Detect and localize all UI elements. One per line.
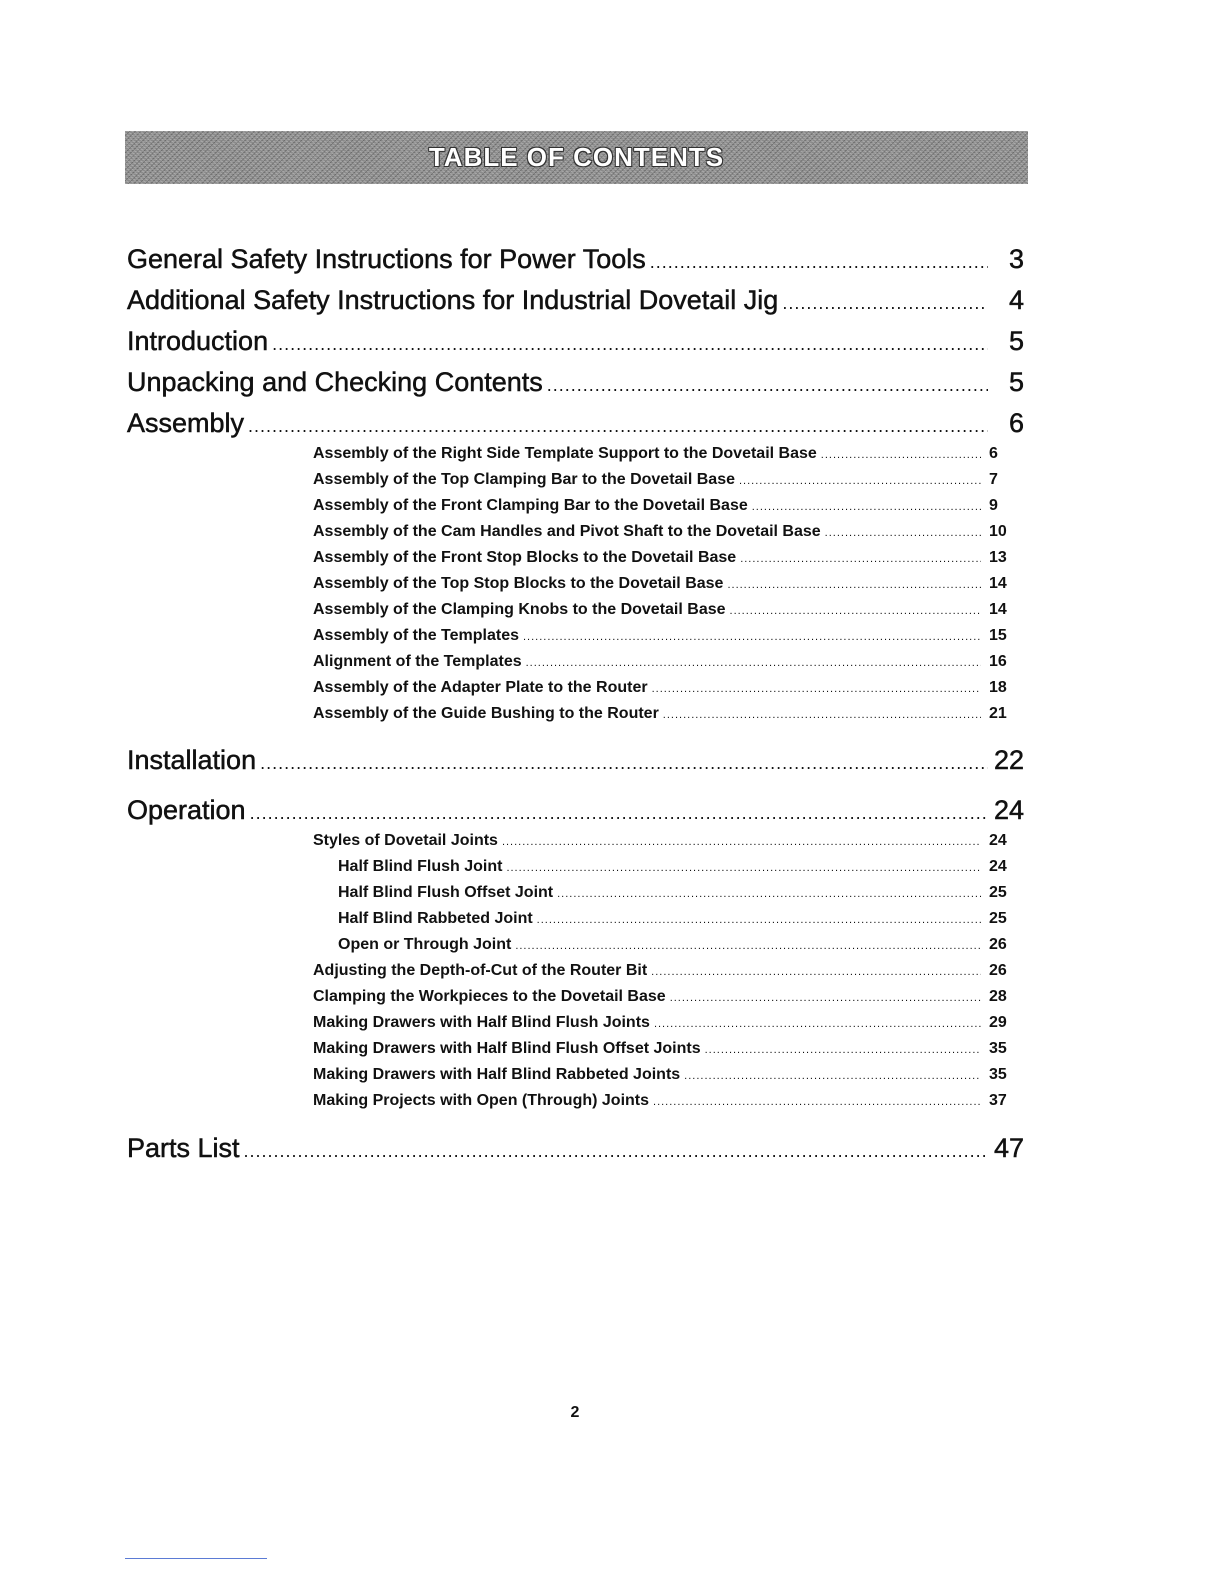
toc-subentry-page: 26 (989, 962, 1007, 979)
toc-subentry[interactable] (313, 627, 1019, 645)
dot-leader (752, 501, 981, 513)
dot-leader (502, 836, 981, 848)
toc-entry-page: 3 (1008, 244, 1024, 274)
toc-entry-label: Introduction (127, 326, 269, 356)
toc-entry-page: 6 (1008, 408, 1024, 438)
dot-leader (526, 657, 981, 669)
toc-entry-page: 5 (1008, 326, 1024, 356)
toc-entry-label: Parts List (127, 1133, 240, 1163)
toc-subentry[interactable] (313, 832, 1019, 850)
toc-subentry[interactable] (313, 1092, 1019, 1110)
toc-subentry-label: Open or Through Joint (338, 936, 512, 953)
toc-subentry-label: Half Blind Flush Offset Joint (338, 884, 554, 901)
toc-subentry-page: 35 (989, 1066, 1007, 1083)
toc-subentry[interactable] (313, 962, 1019, 980)
toc-entry-additional-safety[interactable] (127, 285, 1024, 316)
toc-subentry-page: 14 (989, 601, 1007, 618)
toc-subentry-page: 37 (989, 1092, 1007, 1109)
dot-leader (523, 631, 981, 643)
dot-leader (547, 375, 988, 396)
toc-subentry[interactable] (338, 936, 1019, 954)
dot-leader (782, 293, 988, 314)
toc-subentry[interactable] (313, 497, 1019, 515)
toc-subentry-page: 35 (989, 1040, 1007, 1057)
toc-banner (125, 131, 1028, 184)
dot-leader (670, 992, 981, 1004)
page-number: 2 (570, 1404, 580, 1421)
toc-subentry[interactable] (313, 705, 1019, 723)
toc-subentry[interactable] (313, 471, 1019, 489)
toc-subentry[interactable] (313, 653, 1019, 671)
dot-leader (557, 888, 981, 900)
toc-entry-introduction[interactable] (127, 326, 1024, 357)
toc-subentry-label: Half Blind Flush Joint (338, 858, 503, 875)
toc-subentry-label: Clamping the Workpieces to the Dovetail Base (313, 988, 666, 1005)
toc-subentry-page: 26 (989, 936, 1007, 953)
dot-leader (651, 966, 981, 978)
dot-leader (825, 527, 981, 539)
toc-subentry-page: 18 (989, 679, 1007, 696)
toc-subentry-label: Making Drawers with Half Blind Flush Offset Joints (313, 1040, 701, 1057)
dot-leader (654, 1018, 981, 1030)
toc-subentry[interactable] (313, 601, 1019, 619)
toc-subentry-page: 29 (989, 1014, 1007, 1031)
footer-divider (125, 1558, 267, 1559)
toc-subentry-label: Assembly of the Right Side Template Support to the Dovetail Base (313, 445, 817, 462)
toc-subentry[interactable] (338, 884, 1019, 902)
dot-leader (663, 709, 981, 721)
dot-leader (248, 416, 988, 437)
dot-leader (650, 252, 988, 273)
toc-entry-page: 47 (993, 1133, 1024, 1163)
toc-subentry-page: 13 (989, 549, 1007, 566)
toc-entry-page: 4 (1008, 285, 1024, 315)
dot-leader (250, 803, 988, 824)
toc-subentry-label: Making Drawers with Half Blind Rabbeted Joints (313, 1066, 681, 1083)
toc-subentry-label: Assembly of the Templates (313, 627, 519, 644)
dot-leader (821, 449, 981, 461)
toc-subentry-page: 15 (989, 627, 1007, 644)
toc-subentry-label: Adjusting the Depth-of-Cut of the Router Bit (313, 962, 648, 979)
toc-entry-unpacking[interactable] (127, 367, 1024, 398)
toc-entry-label: Unpacking and Checking Contents (127, 367, 543, 397)
toc-entry-label: General Safety Instructions for Power Tools (127, 244, 646, 274)
toc-subentry-label: Styles of Dovetail Joints (313, 832, 498, 849)
toc-entry-operation[interactable] (127, 795, 1024, 826)
dot-leader (272, 334, 988, 355)
toc-entry-label: Operation (127, 795, 246, 825)
toc-subentry-page: 14 (989, 575, 1007, 592)
toc-subentry-page: 24 (989, 858, 1007, 875)
dot-leader (730, 605, 981, 617)
toc-subentry-page: 7 (989, 471, 998, 488)
dot-leader (727, 579, 981, 591)
dot-leader (653, 1096, 981, 1108)
toc-entry-general-safety[interactable] (127, 244, 1024, 275)
toc-subentry-label: Assembly of the Front Stop Blocks to the Dovetail Base (313, 549, 737, 566)
dot-leader (684, 1070, 981, 1082)
toc-subentry-label: Alignment of the Templates (313, 653, 522, 670)
toc-subentry-page: 28 (989, 988, 1007, 1005)
toc-subentry-label: Assembly of the Cam Handles and Pivot Shaft to the Dovetail Base (313, 523, 821, 540)
toc-entry-page: 22 (993, 745, 1024, 775)
toc-entry-label: Additional Safety Instructions for Industrial Dovetail Jig (127, 285, 779, 315)
toc-subentry-page: 25 (989, 884, 1007, 901)
toc-subentry-page: 10 (989, 523, 1007, 540)
toc-subentry[interactable] (338, 910, 1019, 928)
toc-subentry-label: Assembly of the Clamping Knobs to the Dovetail Base (313, 601, 726, 618)
toc-subentry[interactable] (338, 858, 1019, 876)
toc-subentry[interactable] (313, 679, 1019, 697)
toc-subentry-label: Assembly of the Front Clamping Bar to the Dovetail Base (313, 497, 748, 514)
toc-subentry-page: 24 (989, 832, 1007, 849)
toc-subentry-label: Making Projects with Open (Through) Joints (313, 1092, 650, 1109)
toc-subentry[interactable] (313, 523, 1019, 541)
toc-subentry[interactable] (313, 575, 1019, 593)
toc-subentry-page: 25 (989, 910, 1007, 927)
toc-entry-parts-list[interactable] (127, 1133, 1024, 1164)
dot-leader (652, 683, 981, 695)
dot-leader (705, 1044, 981, 1056)
toc-subentry-label: Making Drawers with Half Blind Flush Joints (313, 1014, 650, 1031)
toc-subentry-page: 21 (989, 705, 1007, 722)
toc-entry-assembly[interactable] (127, 408, 1024, 439)
toc-subentry-page: 16 (989, 653, 1007, 670)
dot-leader (515, 940, 981, 952)
toc-subentry-label: Assembly of the Adapter Plate to the Router (313, 679, 648, 696)
toc-entry-page: 5 (1008, 367, 1024, 397)
toc-subentry[interactable] (313, 445, 1019, 463)
toc-entry-installation[interactable] (127, 745, 1024, 776)
toc-subentry-label: Assembly of the Guide Bushing to the Router (313, 705, 659, 722)
toc-subentry[interactable] (313, 549, 1019, 567)
toc-subentry-page: 9 (989, 497, 998, 514)
toc-subentry[interactable] (313, 988, 1019, 1006)
toc-entry-label: Installation (127, 745, 257, 775)
toc-entry-label: Assembly (127, 408, 245, 438)
dot-leader (244, 1141, 988, 1162)
toc-subentry[interactable] (313, 1066, 1019, 1084)
dot-leader (740, 553, 981, 565)
toc-subentry-label: Assembly of the Top Stop Blocks to the Dovetail Base (313, 575, 724, 592)
toc-subentry[interactable] (313, 1040, 1019, 1058)
toc-entry-page: 24 (993, 795, 1024, 825)
toc-subentry-label: Assembly of the Top Clamping Bar to the Dovetail Base (313, 471, 735, 488)
dot-leader (739, 475, 981, 487)
toc-subentry-label: Half Blind Rabbeted Joint (338, 910, 533, 927)
toc-subentry[interactable] (313, 1014, 1019, 1032)
dot-leader (537, 914, 981, 926)
dot-leader (506, 862, 981, 874)
dot-leader (260, 753, 988, 774)
toc-subentry-page: 6 (989, 445, 998, 462)
page-title: TABLE OF CONTENTS (428, 142, 725, 172)
